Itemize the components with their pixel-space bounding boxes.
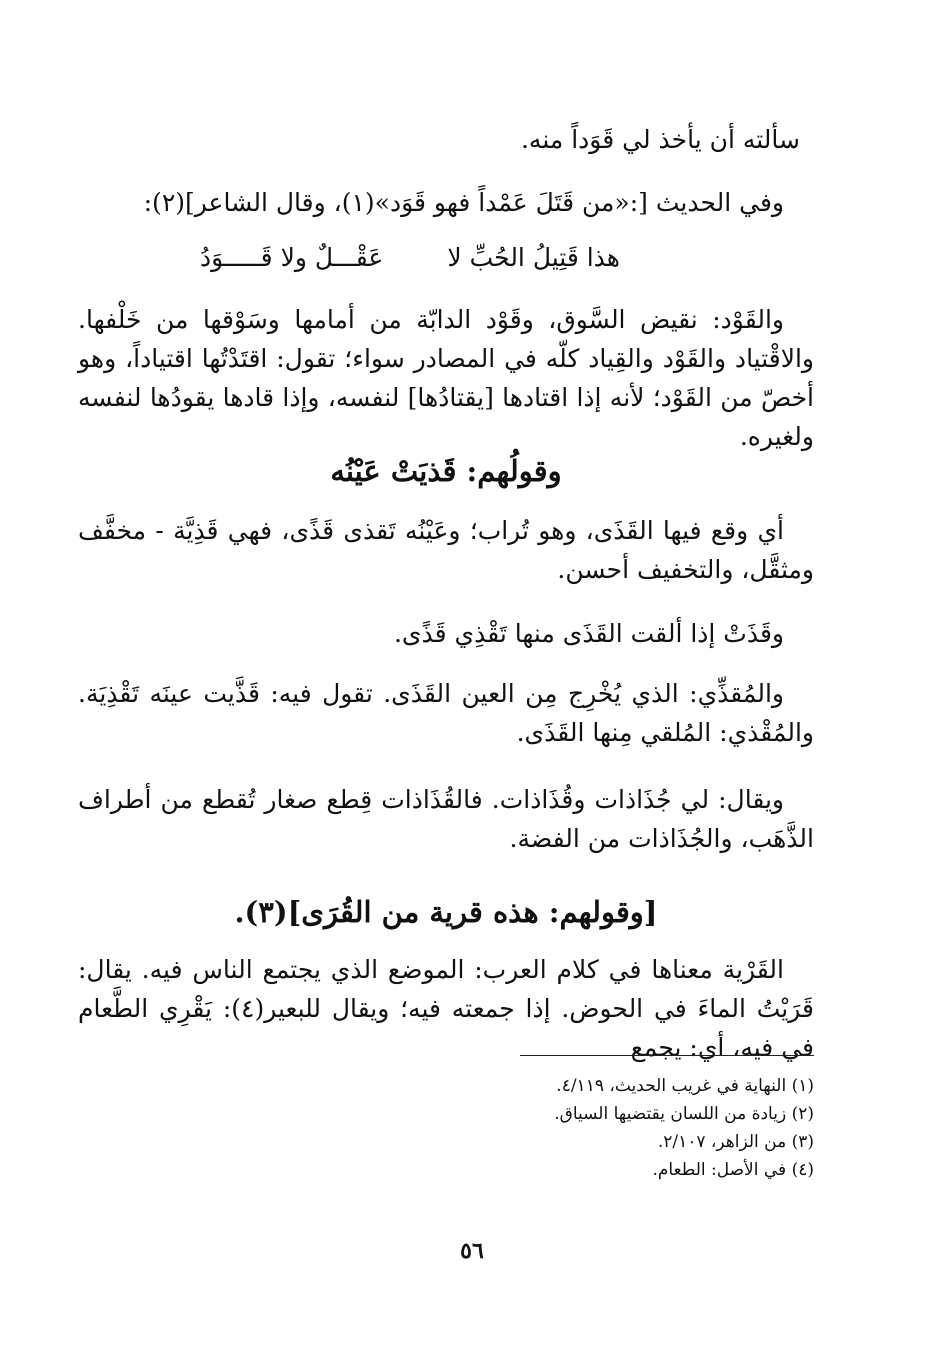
footnote-2: (٢) زيادة من اللسان يقتضيها السياق. xyxy=(554,1104,814,1124)
paragraph-opening-line: سألته أن يأخذ لي قَوَداً منه. xyxy=(520,125,800,154)
poetry-verse xyxy=(200,238,620,278)
qadhat-block xyxy=(78,614,814,653)
footnote-3: (٣) من الزاهر، ٢/١٠٧. xyxy=(657,1132,814,1152)
section-heading-qarya: [وقولهم: هذه قرية من القُرَى](٣). xyxy=(234,895,658,929)
paragraph-qadha: أي وقع فيها القَذَى، وهو تُراب؛ وعَيْنُه تَقذى قَذًى، فهي قَذِيَّة - مخفَّف ومثقَّل، والتخفيف أحسن. xyxy=(78,516,814,584)
paragraph-muqaddhi: والمُقذِّي: الذي يُخْرِج مِن العين القَذَى. تقول فيه: قَذَّيت عينَه تَقْذِيَة. والمُقْذي: المُلقي مِنها القَذَى. xyxy=(78,679,814,747)
qawd-block xyxy=(78,300,814,456)
footnote-1: (١) النهاية في غريب الحديث، ٤/١١٩. xyxy=(556,1076,814,1096)
muqaddhi-block xyxy=(78,674,814,752)
verse-first-hemistich: هذا قَتِيلُ الحُبِّ لا xyxy=(447,243,620,272)
qarya-block xyxy=(78,950,814,1067)
qadha-block xyxy=(78,511,814,589)
paragraph-qarya: القَرْية معناها في كلام العرب: الموضع الذي يجتمع الناس فيه. يقال: قَرَيْتُ الماءَ في الحوض. إذا جمعته فيه؛ ويقال للبعير(٤): يَقْرِي الطَّعام في فيه، أي: يجمع xyxy=(78,955,814,1062)
page-number: ٥٦ xyxy=(460,1238,484,1264)
hadith-block xyxy=(78,183,814,222)
paragraph-judhadhat: ويقال: لي جُذَاذات وقُذَاذات. فالقُذَاذات قِطع صغار تُقطع من أطراف الذَّهَب، والجُذَاذات من الفضة. xyxy=(78,785,814,853)
paragraph-qadhat: وقَذَتْ إذا ألقت القَذَى منها تَقْذِي قَذًى. xyxy=(393,619,784,648)
footnote-4: (٤) في الأصل: الطعام. xyxy=(652,1160,814,1180)
footnotes xyxy=(78,1072,814,1184)
paragraph-hadith: وفي الحديث [:«من قَتَلَ عَمْداً فهو قَوَد»(١)، وقال الشاعر](٢): xyxy=(143,188,784,217)
paragraph-qawd: والقَوْد: نقيض السَّوق، وقَوْد الدابّة من أمامها وسَوْقها من خَلْفها. والاقْتياد والقَوْد والقِياد كلّه في المصادر سواء؛ تقول: اقتَدْتُها اقتياداً، وهو أخصّ من القَوْد؛ لأنه إذا اقتادها [يقتادُها] لنفسه، وإذا قادها يقودُها لنفسه ولغيره. xyxy=(78,305,814,451)
verse-second-hemistich: عَقْـــلٌ ولا قَـــــوَدُ xyxy=(200,243,384,272)
footnote-divider xyxy=(520,1055,814,1056)
judhadhat-block xyxy=(78,780,814,858)
section-heading-qadhiyat: وقولُهم: قَذيَتْ عَيْنُه xyxy=(330,454,562,488)
